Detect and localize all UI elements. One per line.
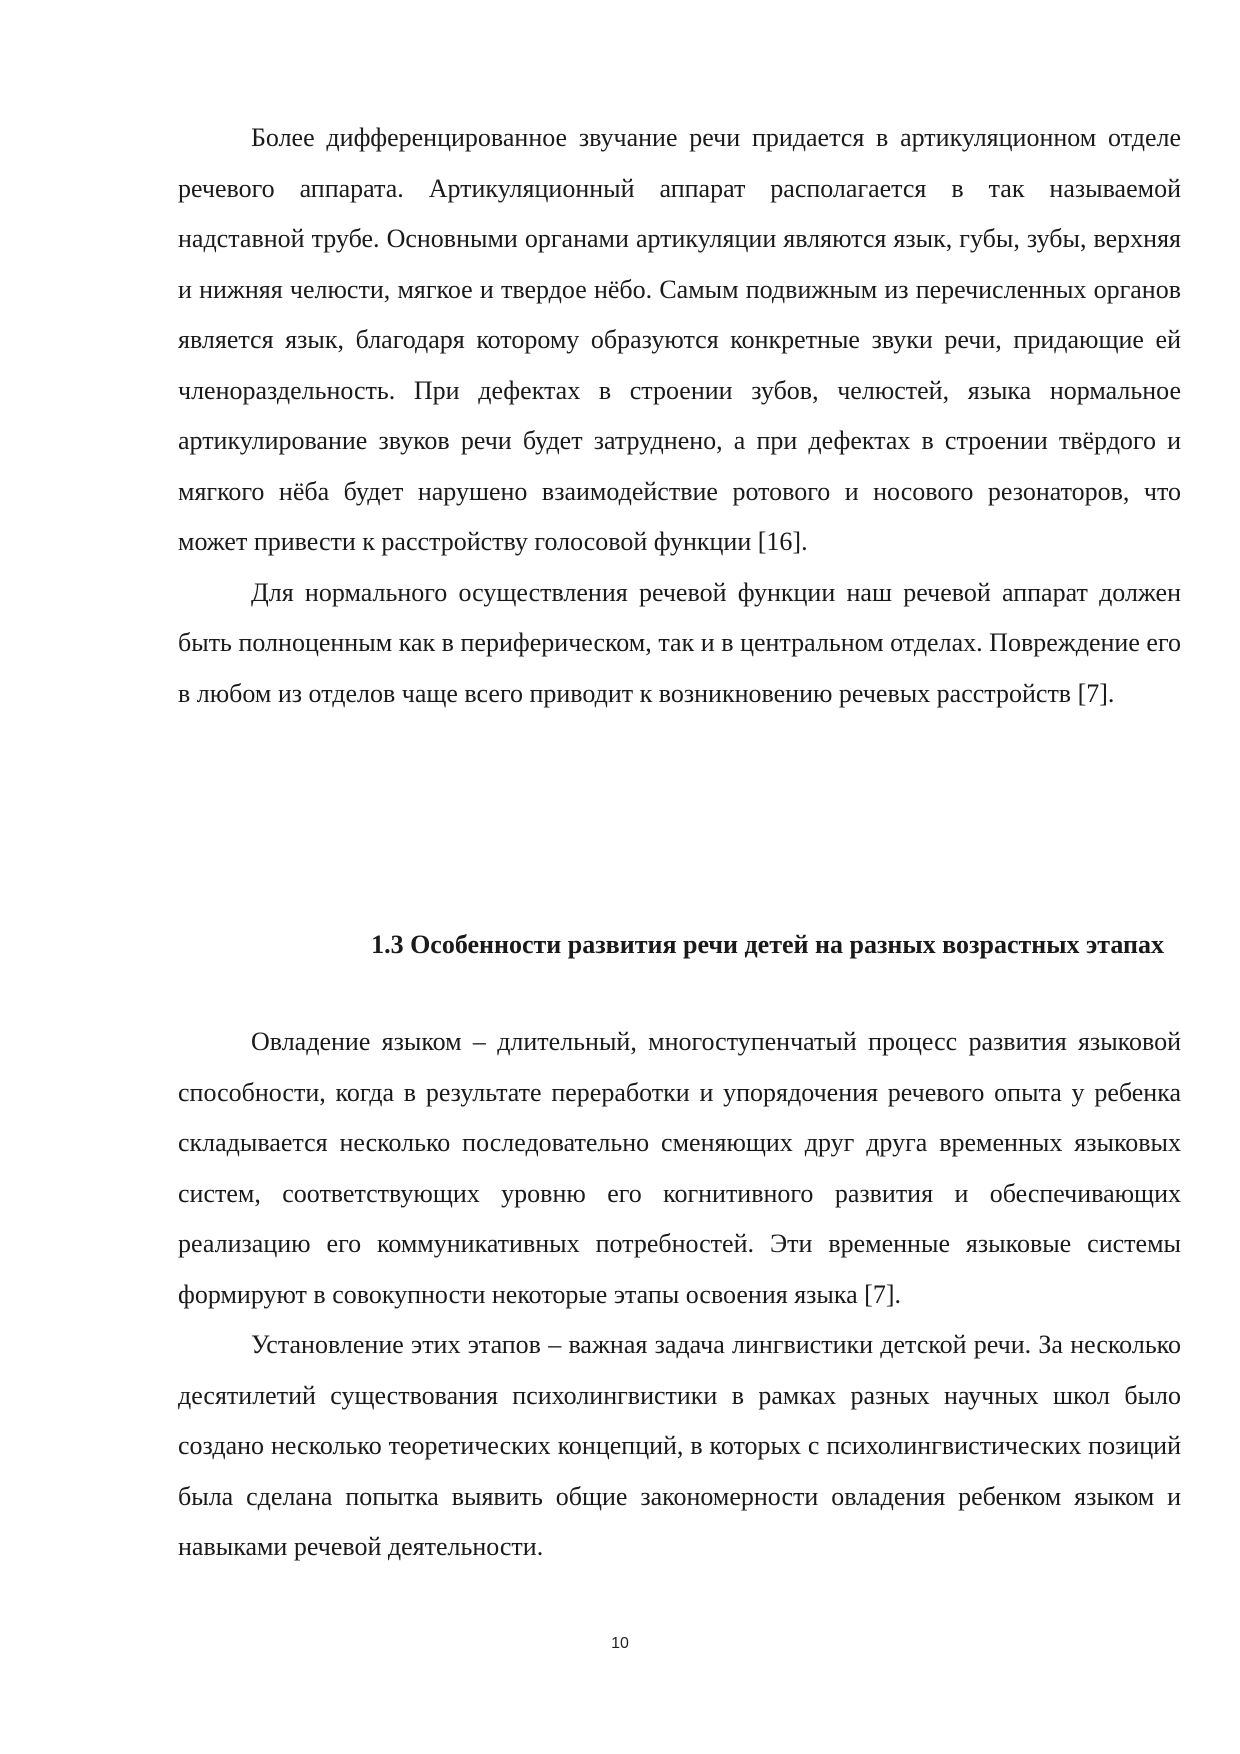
section-heading: 1.3 Особенности развития речи детей на разных возрастных этапах <box>371 930 1164 959</box>
body-text-bottom <box>178 1017 1181 1573</box>
page-number: 10 <box>611 1635 629 1652</box>
paragraph-articulation: Более дифференцированное звучание речи придается в артикуляционном отделе речевого аппарата. Артикуляционный аппарат располагается в так называемой надставной трубе. Основными органами артикуляции являются язык, губы, зубы, верхняя и нижняя челюсти, мягкое и твердое нёбо. Самым подвижным из перечисленных органов является язык, благодаря которому образуются конкретные звуки речи, придающие ей членораздельность. При дефектах в строении зубов, челюстей, языка нормальное артикулирование звуков речи будет затруднено, а при дефектах в строении твёрдого и мягкого нёба будет нарушено взаимодействие ротового и носового резонаторов, что может привести к расстройству голосовой функции [16]. <box>178 123 1181 556</box>
paragraph-language-acquisition: Овладение языком – длительный, многоступенчатый процесс развития языковой способности, когда в результате переработки и упорядочения речевого опыта у ребенка складывается несколько последовательно сменяющих друг друга временных языковых систем, соответствующих уровню его когнитивного развития и обеспечивающих реализацию его коммуникативных потребностей. Эти временные языковые системы формируют в совокупности некоторые этапы освоения языка [7]. <box>178 1027 1181 1309</box>
paragraph-speech-function: Для нормального осуществления речевой функции наш речевой аппарат должен быть полноценным как в периферическом, так и в центральном отделах. Повреждение его в любом из отделов чаще всего приводит к возникновению речевых расстройств [7]. <box>178 577 1181 708</box>
body-text-top <box>178 113 1181 719</box>
paragraph-stages: Установление этих этапов – важная задача лингвистики детской речи. За несколько десятилетий существования психолингвистики в рамках разных научных школ было создано несколько теоретических концепций, в которых с психолингвистических позиций была сделана попытка выявить общие закономерности овладения ребенком языком и навыками речевой деятельности. <box>178 1330 1181 1561</box>
